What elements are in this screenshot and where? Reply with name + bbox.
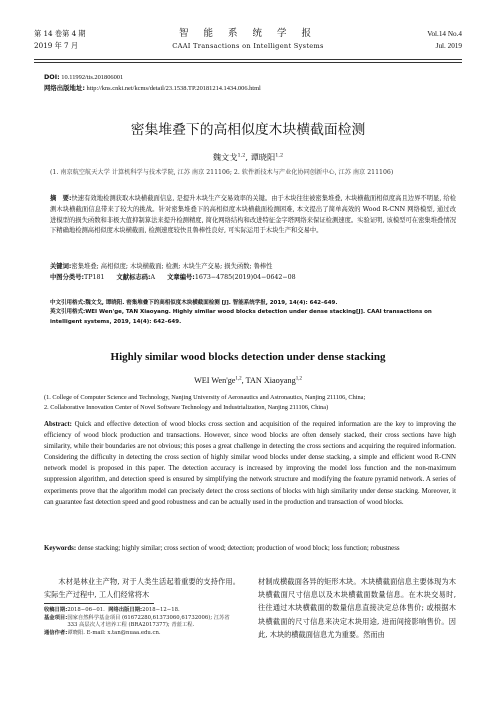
clc-label: 中图分类号:	[50, 274, 85, 281]
affiliation-en-1: (1. College of Computer Science and Technology, Nanjing University of Aeronautics and Astronautics, Nanjing 211106, China;	[44, 394, 366, 401]
url-value[interactable]: http://kns.cnki.net/kcms/detail/23.1538.TP.20181214.1434.006.html	[86, 85, 261, 92]
body-column-right	[258, 575, 456, 641]
abstract-en-text: Quick and effective detection of wood blocks cross section and acquisition of the required information are the key to improving the efficiency of wood block production and transactions. However, since wood blocks are often densely stacked, their cross sections have high similarity, while their boundaries are not obvious; this poses a great challenge in detecting the cross sections and acquiring the required information. Considering the difficulty in detecting the cross section of highly similar wood blocks under dense stacking, a simple and efficient wood R-CNN network model is proposed in this paper. The detection accuracy is increased by improving the model loss function and the non-maximum suppression algorithm, and detection speed is ensured by simplifying the network structure and modifying the feature pyramid network. A series of experiments prove that the algorithm model can precisely detect the cross sections of blocks with high similarity under dense stacking. Moreover, it can guarantee fast detection speed and good robustness and can be actually used in the production and transaction of wood blocks.	[44, 421, 456, 506]
classification-cn	[50, 273, 456, 284]
author-sep-en: ,	[241, 376, 246, 385]
author-cn-1-sup: 1,2	[237, 152, 246, 159]
author-cn-2: 谭晓阳	[250, 152, 276, 162]
fund-text: 国家自然科学基金项目 (61672280,61373060,61732006); 江苏省 333 高层次人才培养工程 (BRA2017377); 青蓝工程.	[67, 614, 230, 629]
body-right-paragraph: 材制成横截面各异的矩形木块。木块横截面信息主要体现为木块横截面尺寸信息以及木块横截面数量信息。在木块交易时, 往往通过木块横截面的数量信息直接决定总体售价; 或根据木块横截面的尺寸信息来决定木块用途, 进而间接影响售价。因此, 木块的横截面信息尤为重要。然而由	[258, 577, 456, 639]
abstract-cn-text: 快速有效地检测获取木块横截面信息, 是提升木块生产交易效率的关键。由于木块往往被密集堆叠, 木块横截面相似度高且边界不明显, 给检测木块横截面信息带来了较大的挑战。针对密集堆叠下的高相似度木块横截面检测困难, 本文提出了简单高效的 Wood R-CNN 网络模型, 通过改进模型的损失函数和非极大值抑制算法来提升检测精度, 简化网络结构和改进特征金字塔网络来保证检测速度。实验证明, 该模型可在密集堆叠情况下精确地检测高相似度木块横截面, 检测速度较快且鲁棒性良好, 可实际运用于木块生产和交易中。	[50, 195, 456, 235]
authors-cn	[0, 152, 496, 163]
body-left-paragraph: 木材是林业主产物, 对于人类生活起着重要的支持作用。实际生产过程中, 工人们经常将木	[44, 577, 240, 600]
url-label: 网络出版地址:	[44, 84, 85, 92]
header-rule-thick	[34, 59, 462, 60]
body-column-left	[44, 575, 240, 601]
abstract-en	[44, 419, 456, 508]
author-en-1-sup: 1,2	[235, 376, 242, 382]
doc-code-label: 文献标志码:	[116, 274, 151, 281]
doi-label: DOI:	[44, 73, 60, 81]
online-date: 2018−12−18.	[142, 607, 180, 613]
header-right	[427, 28, 462, 52]
footnote-corresponding	[44, 630, 240, 638]
clc-value: TP181	[84, 274, 105, 281]
doi-block	[44, 72, 261, 94]
corr-label: 通信作者:	[44, 629, 68, 636]
footnote-rule	[44, 603, 154, 604]
keywords-en-text: dense stacking; highly similar; cross section of wood; detection; production of wood block; loss function; robustness	[77, 545, 400, 552]
author-en-2-sup: 1,2	[295, 376, 302, 382]
keywords-cn-text: 密集堆叠; 高相似度; 木块横截面; 检测; 木块生产交易; 损失函数; 鲁棒性	[71, 263, 273, 270]
header-center	[34, 28, 462, 52]
date-en: Jul. 2019	[435, 42, 462, 50]
abstract-cn	[50, 194, 456, 237]
keywords-cn	[50, 262, 456, 273]
title-en: Highly similar wood blocks detection under dense stacking	[110, 351, 386, 363]
cite-cn-label: 中文引用格式:	[50, 300, 86, 306]
received-label: 收稿日期:	[44, 607, 68, 613]
doi-value[interactable]: 10.11992/tis.201806001	[61, 74, 124, 81]
footnotes	[44, 607, 240, 637]
journal-header	[34, 28, 462, 58]
keywords-cn-label: 关键词:	[50, 263, 72, 270]
cite-en-text: WEI Wen'ge, TAN Xiaoyang. Highly similar wood blocks detection under dense stacking[J]. CAAI transactions on intelligent systems, 2019, 14(4): 642–649.	[50, 309, 432, 325]
journal-name-cn: 智 能 系 统 学 报	[178, 28, 318, 39]
citation-formats	[50, 299, 456, 327]
header-rule-thin	[34, 62, 462, 63]
affiliation-cn: (1. 南京航空航天大学 计算机科学与技术学院, 江苏 南京 211106; 2. 软件新技术与产业化协同创新中心, 江苏 南京 211106)	[50, 169, 394, 176]
date-cn: 2019 年 7 月	[34, 41, 79, 50]
issue-cn: 第 14 卷第 4 期	[34, 29, 86, 38]
authors-en	[0, 376, 496, 385]
author-en-2: TAN Xiaoyang	[245, 376, 296, 385]
affiliation-en-2: 2. Collaborative Innovation Center of Novel Software Technology and Industrialization, Nanjing 211106, China)	[44, 404, 329, 411]
author-sep-cn: ,	[245, 152, 251, 162]
journal-name-en: CAAI Transactions on Intelligent Systems	[172, 42, 324, 50]
doc-code-value: A	[150, 274, 156, 281]
corr-text: 谭晓阳. E-mail: x.tan@nuaa.edu.cn.	[67, 629, 161, 636]
article-no-label: 文章编号:	[167, 274, 195, 281]
fund-label: 基金项目:	[44, 614, 68, 621]
received-date: 2018−06−01.	[67, 607, 105, 613]
keywords-en	[44, 543, 456, 554]
vol-en: Vol.14 No.4	[427, 30, 462, 38]
title-cn: 密集堆叠下的高相似度木块横截面检测	[130, 122, 366, 138]
abstract-en-label: Abstract:	[44, 421, 72, 428]
affiliation-en	[44, 393, 456, 413]
author-cn-2-sup: 1,2	[275, 152, 284, 159]
online-label: 网络出版日期:	[108, 607, 143, 613]
cite-en-label: 英文引用格式:	[50, 309, 86, 316]
author-en-1: WEI Wen'ge	[194, 376, 236, 385]
footnote-dates	[44, 607, 240, 615]
author-cn-1: 魏文戈	[212, 152, 238, 162]
footnote-fund	[44, 615, 240, 630]
article-no-value: 1673−4785(2019)04−0642−08	[194, 274, 296, 281]
keywords-en-label: Keywords:	[44, 545, 77, 552]
abstract-cn-label: 摘 要:	[50, 195, 72, 202]
cite-cn-text: 魏文戈, 谭晓阳. 密集堆叠下的高相似度木块横截面检测 [J]. 智能系统学报, 2019, 14(4): 642–649.	[85, 300, 338, 306]
